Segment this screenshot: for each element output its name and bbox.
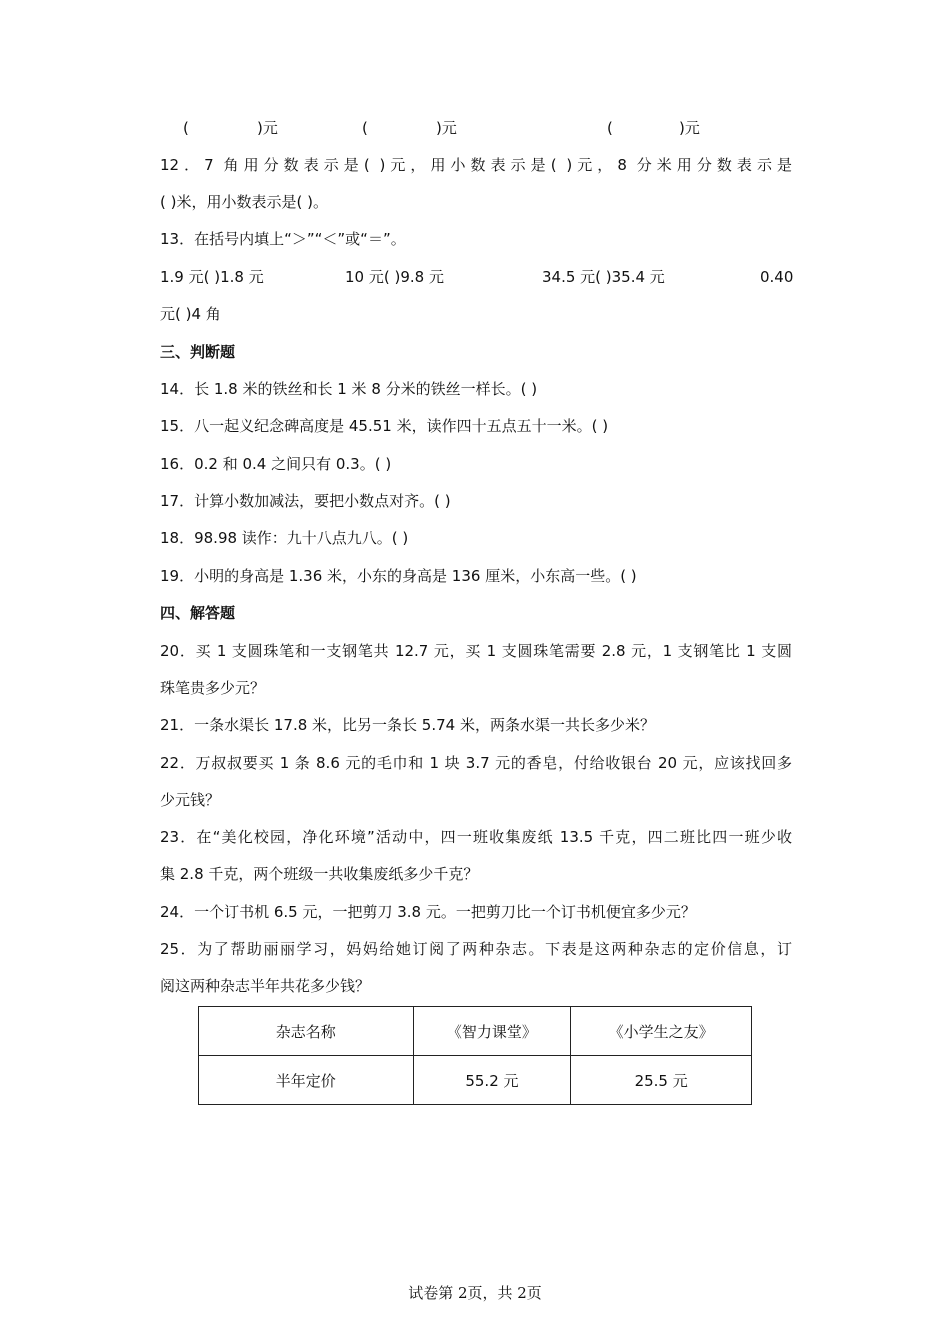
q22-line2: 少元钱？ <box>160 791 221 809</box>
q24: 24．一个订书机 6.5 元，一把剪刀 3.8 元。一把剪刀比一个订书机便宜多少元？ <box>160 903 696 921</box>
q13-item-3: 34.5 元( )35.4 元 <box>542 268 665 286</box>
page-footer: 试卷第 2页，共 2页 <box>408 1284 542 1302</box>
q13-item-1: 1.9 元( )1.8 元 <box>160 268 264 286</box>
q20-line2: 珠笔贵多少元？ <box>160 679 266 697</box>
q13-item-2: 10 元( )9.8 元 <box>345 268 444 286</box>
q25-line2: 阅这两种杂志半年共花多少钱？ <box>160 977 371 995</box>
judge-item: 17．计算小数加减法，要把小数点对齐。( ) <box>160 492 451 510</box>
section-heading-judge: 三、判断题 <box>160 343 236 361</box>
table-cell: 杂志名称 <box>199 1007 414 1056</box>
table-cell: 25.5 元 <box>571 1056 752 1105</box>
judge-item: 14．长 1.8 米的铁丝和长 1 米 8 分米的铁丝一样长。( ) <box>160 380 538 398</box>
q23-line2: 集 2.8 千克，两个班级一共收集废纸多少千克？ <box>160 865 479 883</box>
q20-line1: 20．买 1 支圆珠笔和一支钢笔共 12.7 元，买 1 支圆珠笔需要 2.8 元，1 支钢笔比 1 支圆 <box>160 642 792 660</box>
table-cell: 55.2 元 <box>413 1056 571 1105</box>
q13-intro: 13．在括号内填上“＞”“＜”或“＝”。 <box>160 230 406 248</box>
q11-blank-open-1: ( <box>183 119 189 137</box>
q22-line1: 22．万叔叔要买 1 条 8.6 元的毛巾和 1 块 3.7 元的香皂，付给收银台 20 元，应该找回多 <box>160 754 792 772</box>
q11-blank-close-3: )元 <box>679 119 700 137</box>
magazine-price-table <box>198 1006 752 1105</box>
judge-item: 15．八一起义纪念碑高度是 45.51 米，读作四十五点五十一米。( ) <box>160 417 609 435</box>
q11-blank-close-1: )元 <box>257 119 278 137</box>
q21: 21．一条水渠长 17.8 米，比另一条长 5.74 米，两条水渠一共长多少米？ <box>160 716 655 734</box>
judge-item: 16．0.2 和 0.4 之间只有 0.3。( ) <box>160 455 392 473</box>
judge-item: 19．小明的身高是 1.36 米，小东的身高是 136 厘米，小东高一些。( ) <box>160 567 637 585</box>
q11-blank-open-3: ( <box>607 119 613 137</box>
q12-line1: 12．7 角用分数表示是( )元，用小数表示是( )元，8 分米用分数表示是 <box>160 156 792 174</box>
table-row <box>199 1056 752 1105</box>
section-heading-solve: 四、解答题 <box>160 604 236 622</box>
table-cell: 《智力课堂》 <box>413 1007 571 1056</box>
table-cell: 《小学生之友》 <box>571 1007 752 1056</box>
q11-blank-open-2: ( <box>362 119 368 137</box>
table-cell: 半年定价 <box>199 1056 414 1105</box>
q12-line2: ( )米，用小数表示是( )。 <box>160 193 328 211</box>
judge-item: 18．98.98 读作：九十八点九八。( ) <box>160 529 409 547</box>
q13-item-4-end: 元( )4 角 <box>160 305 221 323</box>
q25-line1: 25．为了帮助丽丽学习，妈妈给她订阅了两种杂志。下表是这两种杂志的定价信息，订 <box>160 940 792 958</box>
table-header-row <box>199 1007 752 1056</box>
q23-line1: 23．在“美化校园，净化环境”活动中，四一班收集废纸 13.5 千克，四二班比四一班少收 <box>160 828 792 846</box>
q13-item-4-start: 0.40 <box>760 268 794 286</box>
q11-blank-close-2: )元 <box>436 119 457 137</box>
